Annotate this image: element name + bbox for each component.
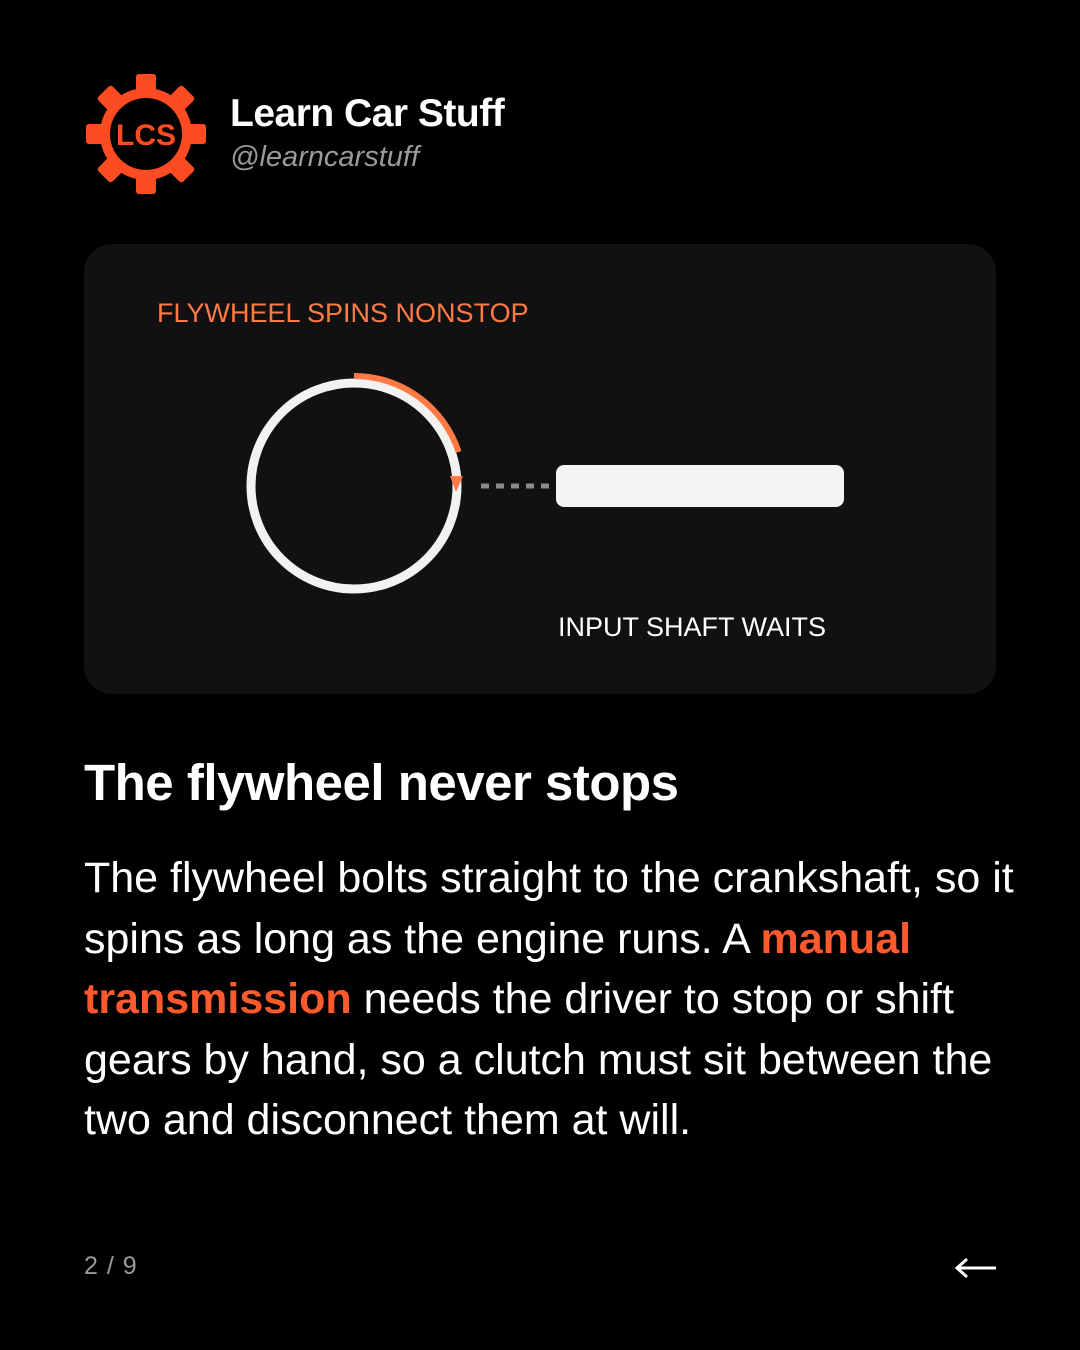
page-indicator: 2 / 9 bbox=[84, 1252, 138, 1280]
left-arrow-icon bbox=[952, 1250, 1000, 1286]
flywheel-label: FLYWHEEL SPINS NONSTOP bbox=[157, 298, 529, 328]
highlight-term: manual transmission bbox=[84, 914, 912, 1024]
brand-logo bbox=[84, 72, 208, 196]
logo-text: LCS bbox=[116, 119, 176, 152]
brand-handle: @learncarstuff bbox=[230, 141, 420, 173]
body-text-start: The flywheel bolts straight to the crankshaft, so it spins as long as the engine runs. A bbox=[84, 854, 1014, 963]
slide-body bbox=[84, 848, 1014, 1151]
brand-name: Learn Car Stuff bbox=[230, 92, 505, 135]
input-shaft-label: INPUT SHAFT WAITS bbox=[558, 612, 827, 642]
flywheel-circle bbox=[251, 383, 457, 589]
input-shaft-bar bbox=[556, 465, 844, 507]
gear-logo-icon bbox=[84, 72, 208, 196]
diagram-card bbox=[84, 244, 996, 694]
profile-header bbox=[84, 72, 504, 196]
brand-info bbox=[230, 92, 504, 176]
back-button[interactable] bbox=[952, 1250, 1000, 1286]
body-text-end: needs the driver to stop or shift gears by hand, so a clutch must sit between the two and disconnect them at will. bbox=[84, 975, 993, 1145]
slide-title: The flywheel never stops bbox=[84, 754, 679, 811]
